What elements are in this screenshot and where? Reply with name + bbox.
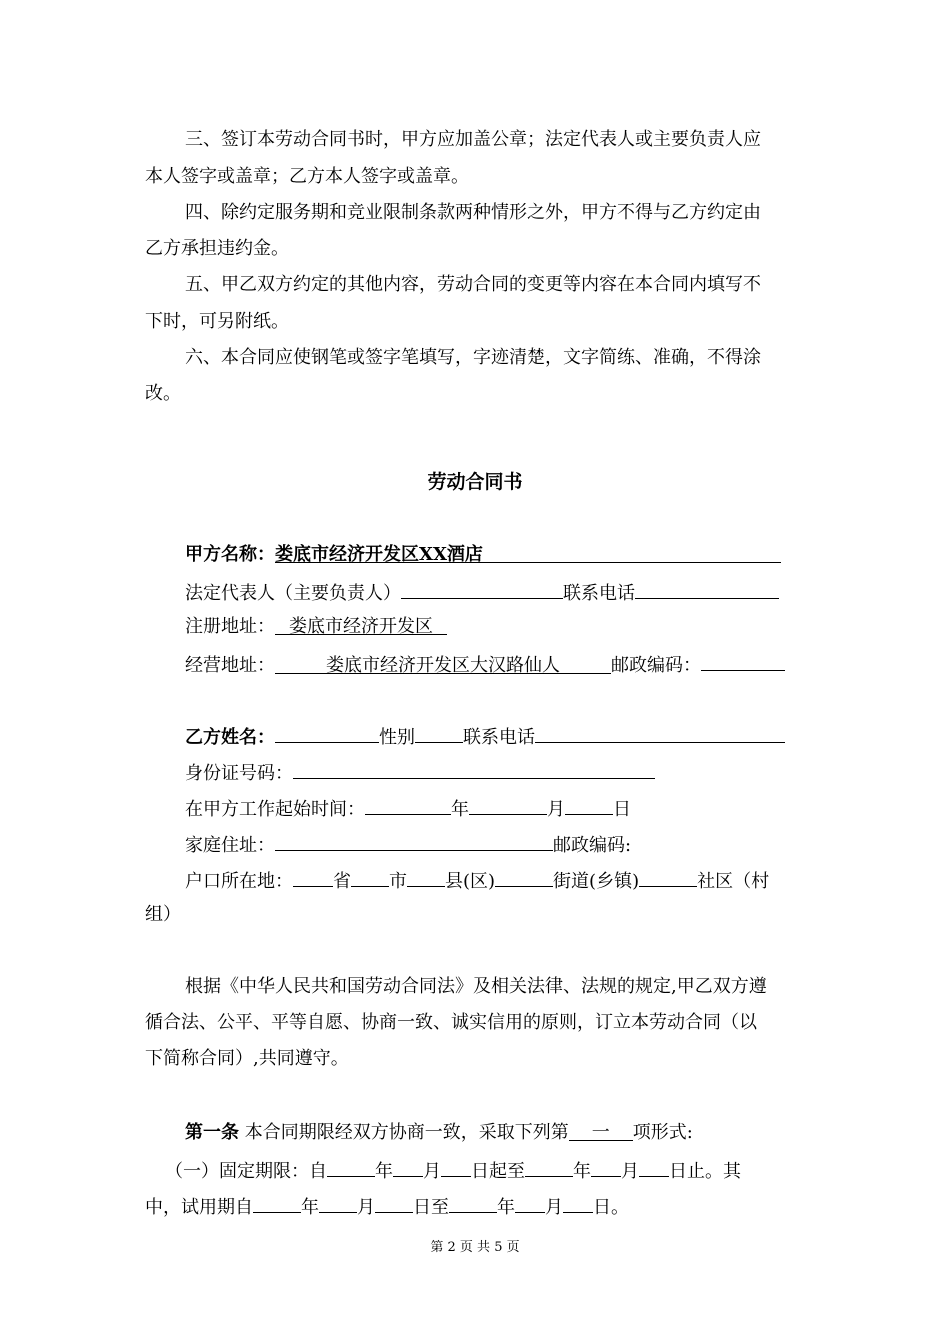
year-label: 年 xyxy=(301,1197,319,1218)
fixed-to-month[interactable] xyxy=(591,1157,621,1177)
year-label: 年 xyxy=(451,799,469,820)
note-6-line-2: 改。 xyxy=(145,383,181,404)
fixed-term-row xyxy=(165,1157,741,1184)
hukou-street-field[interactable] xyxy=(495,867,553,887)
note-4-line-1: 四、除约定服务期和竞业限制条款两种情形之外，甲方不得与乙方约定由 xyxy=(185,202,761,223)
probation-to-year[interactable] xyxy=(449,1193,497,1213)
probation-end-label: 日。 xyxy=(593,1197,629,1218)
article-1-choice-field[interactable]: 一 xyxy=(569,1121,633,1141)
fixed-to-day[interactable] xyxy=(639,1157,669,1177)
note-4-line-2: 乙方承担违约金。 xyxy=(145,238,289,259)
fixed-to-year[interactable] xyxy=(525,1157,573,1177)
preamble-line-2: 循合法、公平、平等自愿、协商一致、诚实信用的原则，订立本劳动合同（以 xyxy=(145,1012,757,1033)
party-b-start-row xyxy=(185,795,631,822)
to-label: 日至 xyxy=(413,1197,449,1218)
note-3-line-2: 本人签字或盖章；乙方本人签字或盖章。 xyxy=(145,166,469,187)
party-b-name-row xyxy=(185,723,785,750)
party-a-reg-field[interactable]: 娄底市经济开发区 xyxy=(275,615,447,635)
hukou-community-field[interactable] xyxy=(639,867,697,887)
party-a-name-field[interactable]: 娄底市经济开发区XX酒店 xyxy=(275,543,781,563)
preamble-line-1: 根据《中华人民共和国劳动合同法》及相关法律、法规的规定,甲乙双方遵 xyxy=(185,976,767,997)
hukou-county-field[interactable] xyxy=(407,867,445,887)
party-a-biz-label: 经营地址： xyxy=(185,655,275,676)
probation-label: 中，试用期自 xyxy=(145,1197,253,1218)
party-a-reg-label: 注册地址： xyxy=(185,616,275,637)
fixed-term-label: （一）固定期限：自 xyxy=(165,1161,327,1182)
party-b-id-label: 身份证号码： xyxy=(185,763,293,784)
fixed-from-month[interactable] xyxy=(393,1157,423,1177)
document-title: 劳动合同书 xyxy=(427,471,523,493)
article-1-text: 本合同期限经双方协商一致，采取下列第 xyxy=(244,1122,569,1143)
preamble-line-3: 下简称合同）,共同遵守。 xyxy=(145,1048,349,1069)
page-footer: 第 2 页 共 5 页 xyxy=(430,1240,520,1255)
start-month-field[interactable] xyxy=(469,795,547,815)
party-b-postcode-label: 邮政编码: xyxy=(553,835,632,856)
month-label: 月 xyxy=(357,1197,375,1218)
party-a-reg-row xyxy=(185,615,447,639)
party-b-gender-label: 性别 xyxy=(379,727,415,748)
from-to-label: 日起至 xyxy=(471,1161,525,1182)
party-b-start-label: 在甲方工作起始时间： xyxy=(185,799,365,820)
party-b-phone-label: 联系电话 xyxy=(463,727,535,748)
party-b-group-line: 组） xyxy=(145,904,181,925)
year-label: 年 xyxy=(497,1197,515,1218)
party-a-rep-label: 法定代表人（主要负责人） xyxy=(185,583,401,604)
note-5-line-2: 下时，可另附纸。 xyxy=(145,311,289,332)
party-b-id-row xyxy=(185,759,655,786)
province-label: 省 xyxy=(333,871,351,892)
fixed-from-day[interactable] xyxy=(441,1157,471,1177)
county-label: 县(区) xyxy=(445,871,496,892)
article-1-heading: 第一条 xyxy=(185,1122,239,1143)
probation-to-day[interactable] xyxy=(563,1193,593,1213)
party-a-name-row xyxy=(185,543,781,567)
month-label: 月 xyxy=(621,1161,639,1182)
party-b-gender-field[interactable] xyxy=(415,723,463,743)
party-b-home-row xyxy=(185,831,631,858)
party-b-name-label: 乙方姓名： xyxy=(185,727,275,748)
note-6-line-1: 六、本合同应使钢笔或签字笔填写，字迹清楚，文字简练、准确，不得涂 xyxy=(185,347,761,368)
probation-from-day[interactable] xyxy=(375,1193,413,1213)
year-label: 年 xyxy=(573,1161,591,1182)
street-label: 街道(乡镇) xyxy=(553,871,640,892)
article-1-row xyxy=(185,1121,693,1145)
month-label: 月 xyxy=(423,1161,441,1182)
start-year-field[interactable] xyxy=(365,795,451,815)
party-a-phone-label: 联系电话 xyxy=(563,583,635,604)
party-a-postcode-label: 邮政编码： xyxy=(611,655,701,676)
article-1-text-end: 项形式: xyxy=(632,1122,693,1143)
party-a-phone-field[interactable] xyxy=(635,579,779,599)
party-b-phone-field[interactable] xyxy=(535,723,785,743)
probation-row xyxy=(145,1193,629,1220)
hukou-province-field[interactable] xyxy=(293,867,333,887)
party-b-id-field[interactable] xyxy=(293,759,655,779)
fixed-end-label: 日止。其 xyxy=(669,1161,741,1182)
party-b-home-field[interactable] xyxy=(275,831,553,851)
party-b-name-field[interactable] xyxy=(275,723,379,743)
hukou-city-field[interactable] xyxy=(351,867,389,887)
party-a-biz-row xyxy=(185,651,785,678)
fixed-from-year[interactable] xyxy=(327,1157,375,1177)
party-a-name-label: 甲方名称： xyxy=(185,544,275,565)
city-label: 市 xyxy=(389,871,407,892)
party-a-rep-field[interactable] xyxy=(401,579,563,599)
party-a-biz-field[interactable]: 娄底市经济开发区大汉路仙人 xyxy=(275,654,611,674)
start-day-field[interactable] xyxy=(565,795,613,815)
community-label: 社区（村 xyxy=(697,871,770,892)
party-b-hukou-row xyxy=(185,867,769,894)
party-a-rep-row xyxy=(185,579,779,606)
month-label: 月 xyxy=(547,799,565,820)
party-b-home-label: 家庭住址： xyxy=(185,835,275,856)
probation-to-month[interactable] xyxy=(515,1193,545,1213)
note-3-line-1: 三、签订本劳动合同书时，甲方应加盖公章；法定代表人或主要负责人应 xyxy=(185,129,761,150)
day-label: 日 xyxy=(613,799,631,820)
party-b-hukou-label: 户口所在地： xyxy=(185,871,293,892)
month-label: 月 xyxy=(545,1197,563,1218)
note-5-line-1: 五、甲乙双方约定的其他内容，劳动合同的变更等内容在本合同内填写不 xyxy=(185,274,761,295)
probation-from-month[interactable] xyxy=(319,1193,357,1213)
party-a-postcode-field[interactable] xyxy=(701,651,785,671)
year-label: 年 xyxy=(375,1161,393,1182)
probation-from-year[interactable] xyxy=(253,1193,301,1213)
